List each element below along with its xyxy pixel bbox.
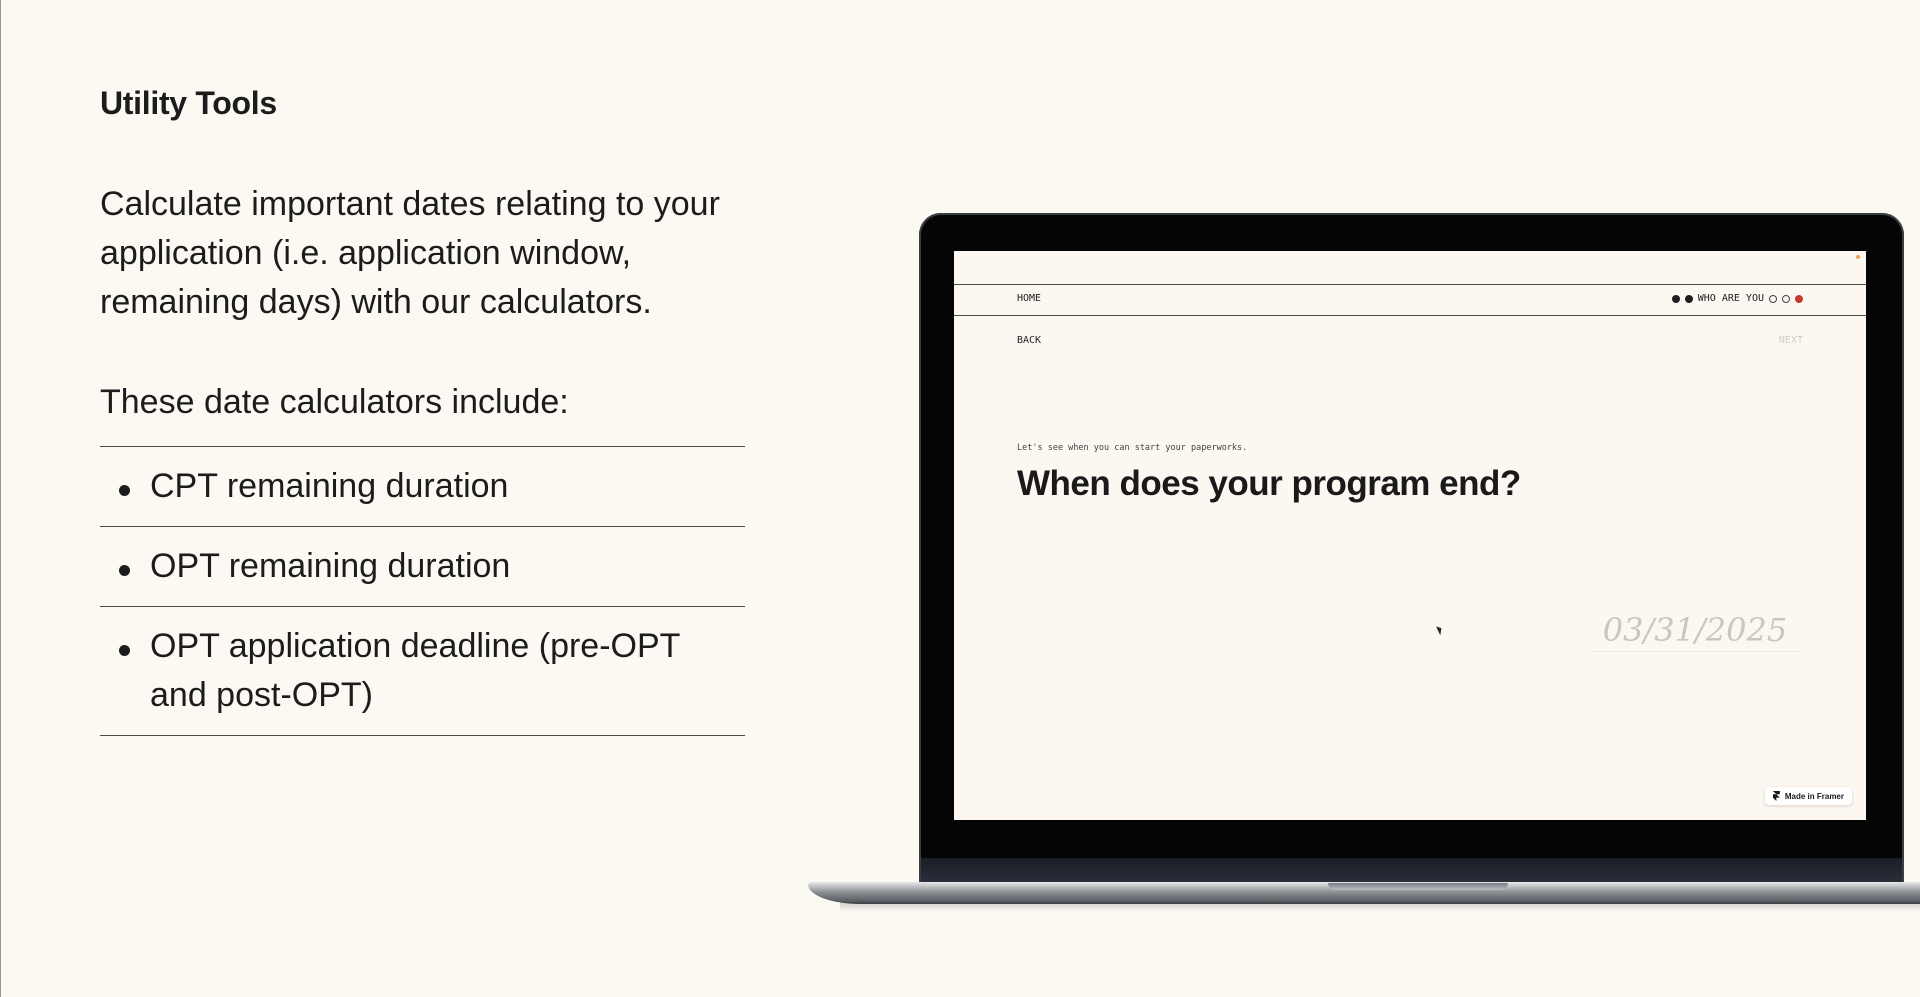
progress-step-complete <box>1672 295 1680 303</box>
calculator-label: CPT remaining duration <box>150 467 509 505</box>
badge-label: Made in Framer <box>1784 791 1844 801</box>
list-item <box>100 527 745 607</box>
progress-step-pending <box>1782 295 1790 303</box>
progress-indicator <box>1672 293 1803 304</box>
progress-step-pending <box>1769 295 1777 303</box>
progress-step-label: WHO ARE YOU <box>1697 293 1764 304</box>
progress-step-current <box>1795 295 1803 303</box>
program-end-date-input[interactable] <box>1590 609 1800 652</box>
home-link[interactable]: HOME <box>1017 293 1042 304</box>
question-prompt: Let's see when you can start your paperworks. <box>1017 443 1248 453</box>
question-heading: When does your program end? <box>1017 464 1521 503</box>
app-nav-bar <box>954 284 1866 316</box>
mouse-cursor-icon <box>1436 625 1444 636</box>
calculator-label: OPT application deadline (pre-OPT and post-OPT) <box>150 627 680 714</box>
next-button[interactable]: NEXT <box>1778 335 1803 346</box>
framer-logo-icon <box>1773 791 1780 801</box>
bullet-icon <box>119 565 130 576</box>
calculator-label: OPT remaining duration <box>150 547 511 585</box>
section-title: Utility Tools <box>100 85 277 122</box>
bullet-icon <box>119 645 130 656</box>
laptop-shadow <box>840 902 1920 912</box>
calculators-intro: These date calculators include: <box>100 383 569 421</box>
list-item <box>100 447 745 527</box>
bullet-icon <box>119 485 130 496</box>
laptop-notch <box>1328 883 1508 890</box>
back-button[interactable]: BACK <box>1017 335 1042 346</box>
description-text: Calculate important dates relating to your application (i.e. application window, remaining days) with our calculators. <box>100 185 720 321</box>
calculator-list <box>100 446 745 736</box>
laptop-screen <box>954 251 1866 820</box>
camera-indicator <box>1856 255 1860 259</box>
list-item <box>100 607 745 736</box>
made-in-framer-badge[interactable] <box>1765 787 1852 805</box>
progress-step-complete <box>1685 295 1693 303</box>
laptop-bezel-bottom <box>921 858 1902 882</box>
left-border <box>0 0 1 997</box>
